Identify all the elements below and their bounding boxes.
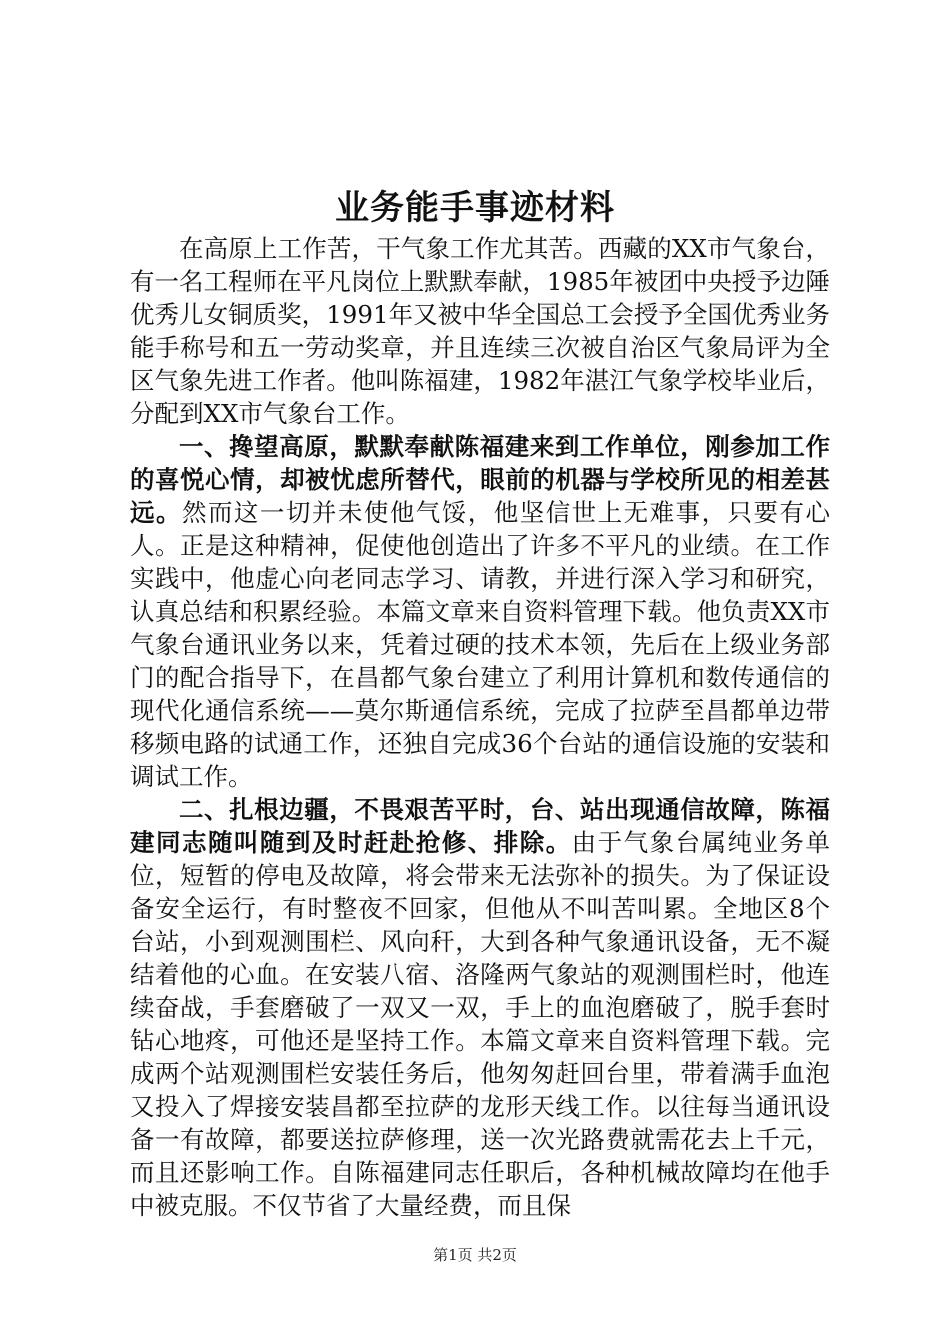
paragraph-2-lead: 一、搀望高原，默默奉献陈福建来到工作单位，刚参加工作的喜悦心情，却被忧虑所替代，眼前的机器与学校所见的相差甚远。 bbox=[130, 432, 830, 527]
paragraph-1-text: 在高原上工作苦，干气象工作尤其苦。西藏的XX市气象台，有一名工程师在平凡岗位上默默奉献，1985年被团中央授予边陲优秀儿女铜质奖，1991年又被中华全国总工会授予全国优秀业务能手称号和五一劳动奖章，并且连续三次被自治区气象局评为全区气象先进工作者。他叫陈福建，1982年湛江气象学校毕业后，分配到XX市气象台工作。 bbox=[130, 234, 830, 428]
paragraph-2-text: 然而这一切并未使他气馁，他坚信世上无难事，只要有心人。正是这种精神，促使他创造出了许多不平凡的业绩。在工作实践中，他虚心向老同志学习、请教，并进行深入学习和研究，认真总结和积累经验。本篇文章来自资料管理下载。他负责XX市气象台通讯业务以来，凭着过硬的技术本领，先后在上级业务部门的配合指导下，在昌都气象台建立了利用计算机和数传通信的现代化通信系统——莫尔斯通信系统，完成了拉萨至昌都单边带移频电路的试通工作，还独自完成36个台站的通信设施的安装和调试工作。 bbox=[130, 498, 831, 791]
paragraph-3 bbox=[130, 793, 830, 1222]
document-title: 业务能手事迹材料 bbox=[335, 188, 615, 228]
paragraph-1 bbox=[130, 232, 830, 430]
paragraph-3-lead: 二、扎根边疆，不畏艰苦平时，台、站出现通信故障，陈福建同志随叫随到及时赶赴抢修、排除。 bbox=[130, 795, 830, 857]
document-body bbox=[130, 232, 830, 1222]
page-footer: 第1页 共2页 bbox=[433, 1246, 517, 1264]
paragraph-2 bbox=[130, 430, 830, 793]
paragraph-3-text: 由于气象台属纯业务单位，短暂的停电及故障，将会带来无法弥补的损失。为了保证设备安全运行，有时整夜不回家，但他从不叫苦叫累。全地区8个台站，小到观测围栏、风向秆，大到各种气象通讯设备，无不凝结着他的心血。在安装八宿、洛隆两气象站的观测围栏时，他连续奋战，手套磨破了一双又一双，手上的血泡磨破了，脱手套时钻心地疼，可他还是坚持工作。本篇文章来自资料管理下载。完成两个站观测围栏安装任务后，他匆匆赶回台里，带着满手血泡又投入了焊接安装昌都至拉萨的龙形天线工作。以往每当通讯设备一有故障，都要送拉萨修理，送一次光路费就需花去上千元，而且还影响工作。自陈福建同志任职后，各种机械故障均在他手中被克服。不仅节省了大量经费，而且保 bbox=[130, 828, 830, 1220]
